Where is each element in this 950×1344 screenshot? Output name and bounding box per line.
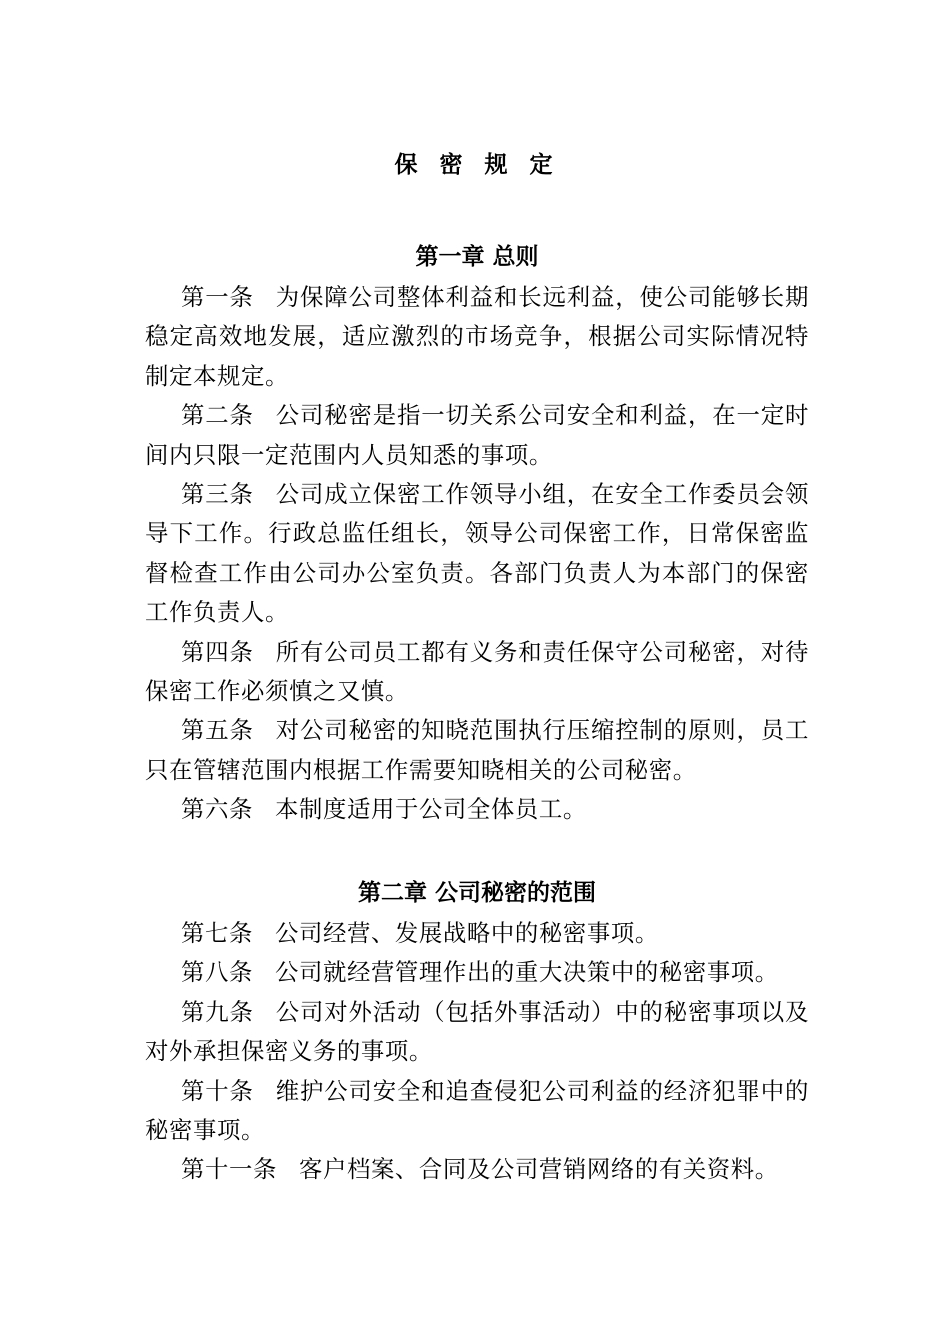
article-text: 公司成立保密工作领导小组，在安全工作委员会领导下工作。行政总监任组长，领导公司保密工作，日常保密监督检查工作由公司办公室负责。各部门负责人为本部门的保密工作负责人。	[145, 480, 809, 627]
article-text: 对公司秘密的知晓范围执行压缩控制的原则，员工只在管辖范围内根据工作需要知晓相关的公司秘密。	[145, 716, 809, 784]
article-number: 第十条	[181, 1076, 254, 1105]
article-text: 为保障公司整体利益和长远利益，使公司能够长期稳定高效地发展，适应激烈的市场竞争，根据公司实际情况特制定本规定。	[145, 283, 809, 390]
chapter-2-heading: 第二章 公司秘密的范围	[357, 880, 596, 906]
article-text: 维护公司安全和追查侵犯公司利益的经济犯罪中的秘密事项。	[145, 1076, 809, 1145]
article-text: 公司秘密是指一切关系公司安全和利益，在一定时间内只限一定范围内人员知悉的事项。	[145, 401, 809, 469]
article-number: 第三条	[181, 480, 254, 509]
article-8	[145, 953, 809, 992]
chapter-1-articles	[145, 278, 809, 830]
article-text: 公司经营、发展战略中的秘密事项。	[274, 919, 659, 947]
article-11	[145, 1150, 809, 1189]
article-6	[145, 790, 809, 829]
chapter-1-heading: 第一章 总则	[415, 244, 539, 270]
article-number: 第八条	[181, 958, 253, 987]
article-number: 第九条	[181, 997, 254, 1026]
article-number: 第四条	[181, 637, 254, 666]
article-text: 公司对外活动（包括外事活动）中的秘密事项以及对外承担保密义务的事项。	[145, 997, 809, 1066]
article-3	[145, 475, 809, 633]
article-text: 本制度适用于公司全体员工。	[274, 795, 587, 824]
article-number: 第一条	[181, 283, 254, 311]
article-5	[145, 711, 809, 790]
article-text: 公司就经营管理作出的重大决策中的秘密事项。	[274, 958, 779, 987]
article-10	[145, 1072, 809, 1151]
article-number: 第六条	[181, 795, 253, 824]
article-1	[145, 278, 809, 396]
article-number: 第五条	[181, 716, 254, 745]
article-text: 客户档案、合同及公司营销网络的有关资料。	[298, 1155, 779, 1184]
article-number: 第七条	[181, 919, 253, 947]
article-number: 第十一条	[181, 1155, 277, 1184]
article-number: 第二条	[181, 401, 254, 430]
chapter-2-articles	[145, 914, 809, 1190]
article-7	[145, 914, 809, 953]
document-title: 保 密 规 定	[394, 152, 560, 178]
article-2	[145, 396, 809, 475]
article-text: 所有公司员工都有义务和责任保守公司秘密，对待保密工作必须慎之又慎。	[145, 637, 809, 706]
article-4	[145, 633, 809, 712]
article-9	[145, 993, 809, 1072]
